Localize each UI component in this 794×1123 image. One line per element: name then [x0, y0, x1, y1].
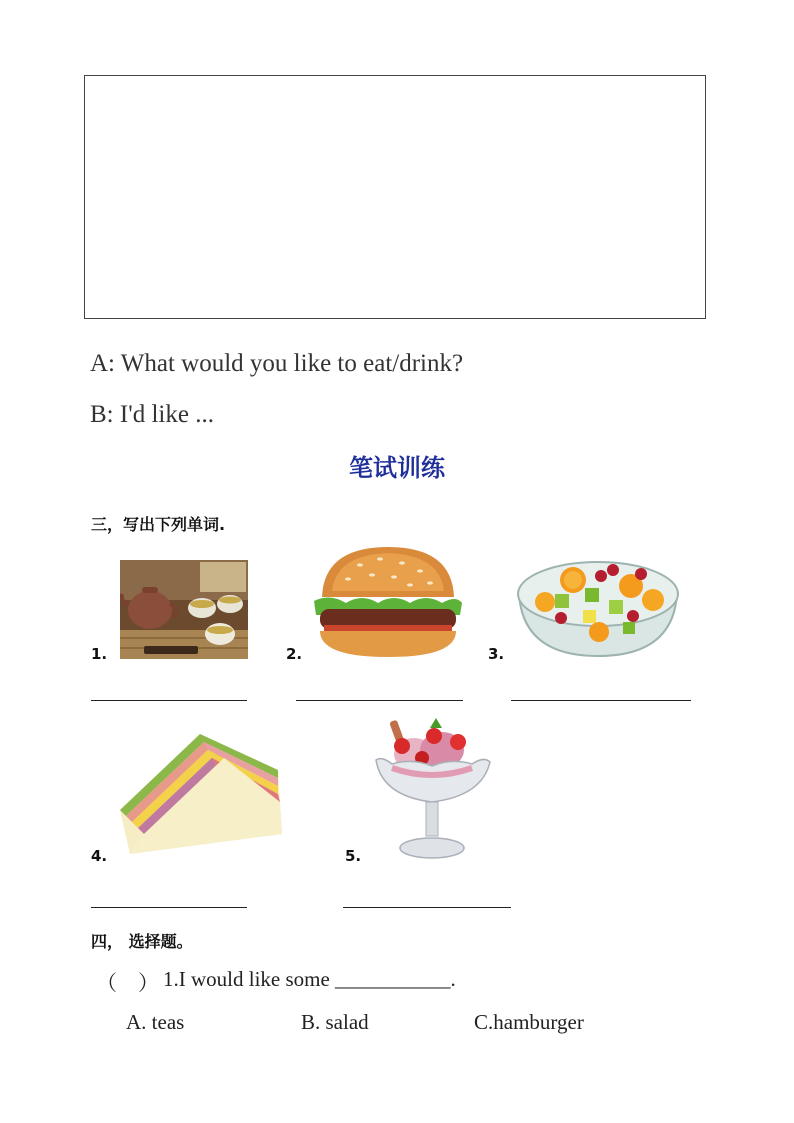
question-1-text: 1.I would like some ___________. — [163, 967, 456, 991]
fruit-salad-image — [513, 552, 683, 660]
dialogue-line-a: A: What would you like to eat/drink? — [90, 350, 464, 377]
question-1-option-c[interactable]: C.hamburger — [474, 1010, 584, 1034]
dialogue-line-b: B: I'd like ... — [90, 401, 214, 428]
question-1-option-b[interactable]: B. salad — [301, 1010, 369, 1034]
item-number-3: 3. — [488, 645, 505, 663]
part3-instruction: 三，写出下列单词. — [91, 515, 226, 534]
answer-blank-5[interactable] — [343, 907, 511, 908]
item-number-5: 5. — [345, 847, 362, 865]
answer-blank-2[interactable] — [296, 700, 463, 701]
item-number-4: 4. — [91, 847, 108, 865]
hamburger-image — [310, 545, 466, 660]
item-number-1: 1. — [91, 645, 108, 663]
tea-set-image — [120, 560, 248, 659]
ice-cream-sundae-image — [372, 716, 492, 862]
answer-blank-1[interactable] — [91, 700, 247, 701]
question-1-option-a[interactable]: A. teas — [126, 1010, 185, 1034]
question-1-bracket[interactable]: （ ） — [96, 971, 159, 995]
section-title: 笔试训练 — [349, 454, 445, 482]
part4-instruction: 四， 选择题。 — [91, 932, 193, 951]
sandwich-image — [118, 730, 284, 856]
empty-drawing-box — [84, 75, 706, 319]
item-number-2: 2. — [286, 645, 303, 663]
answer-blank-3[interactable] — [511, 700, 691, 701]
answer-blank-4[interactable] — [91, 907, 247, 908]
